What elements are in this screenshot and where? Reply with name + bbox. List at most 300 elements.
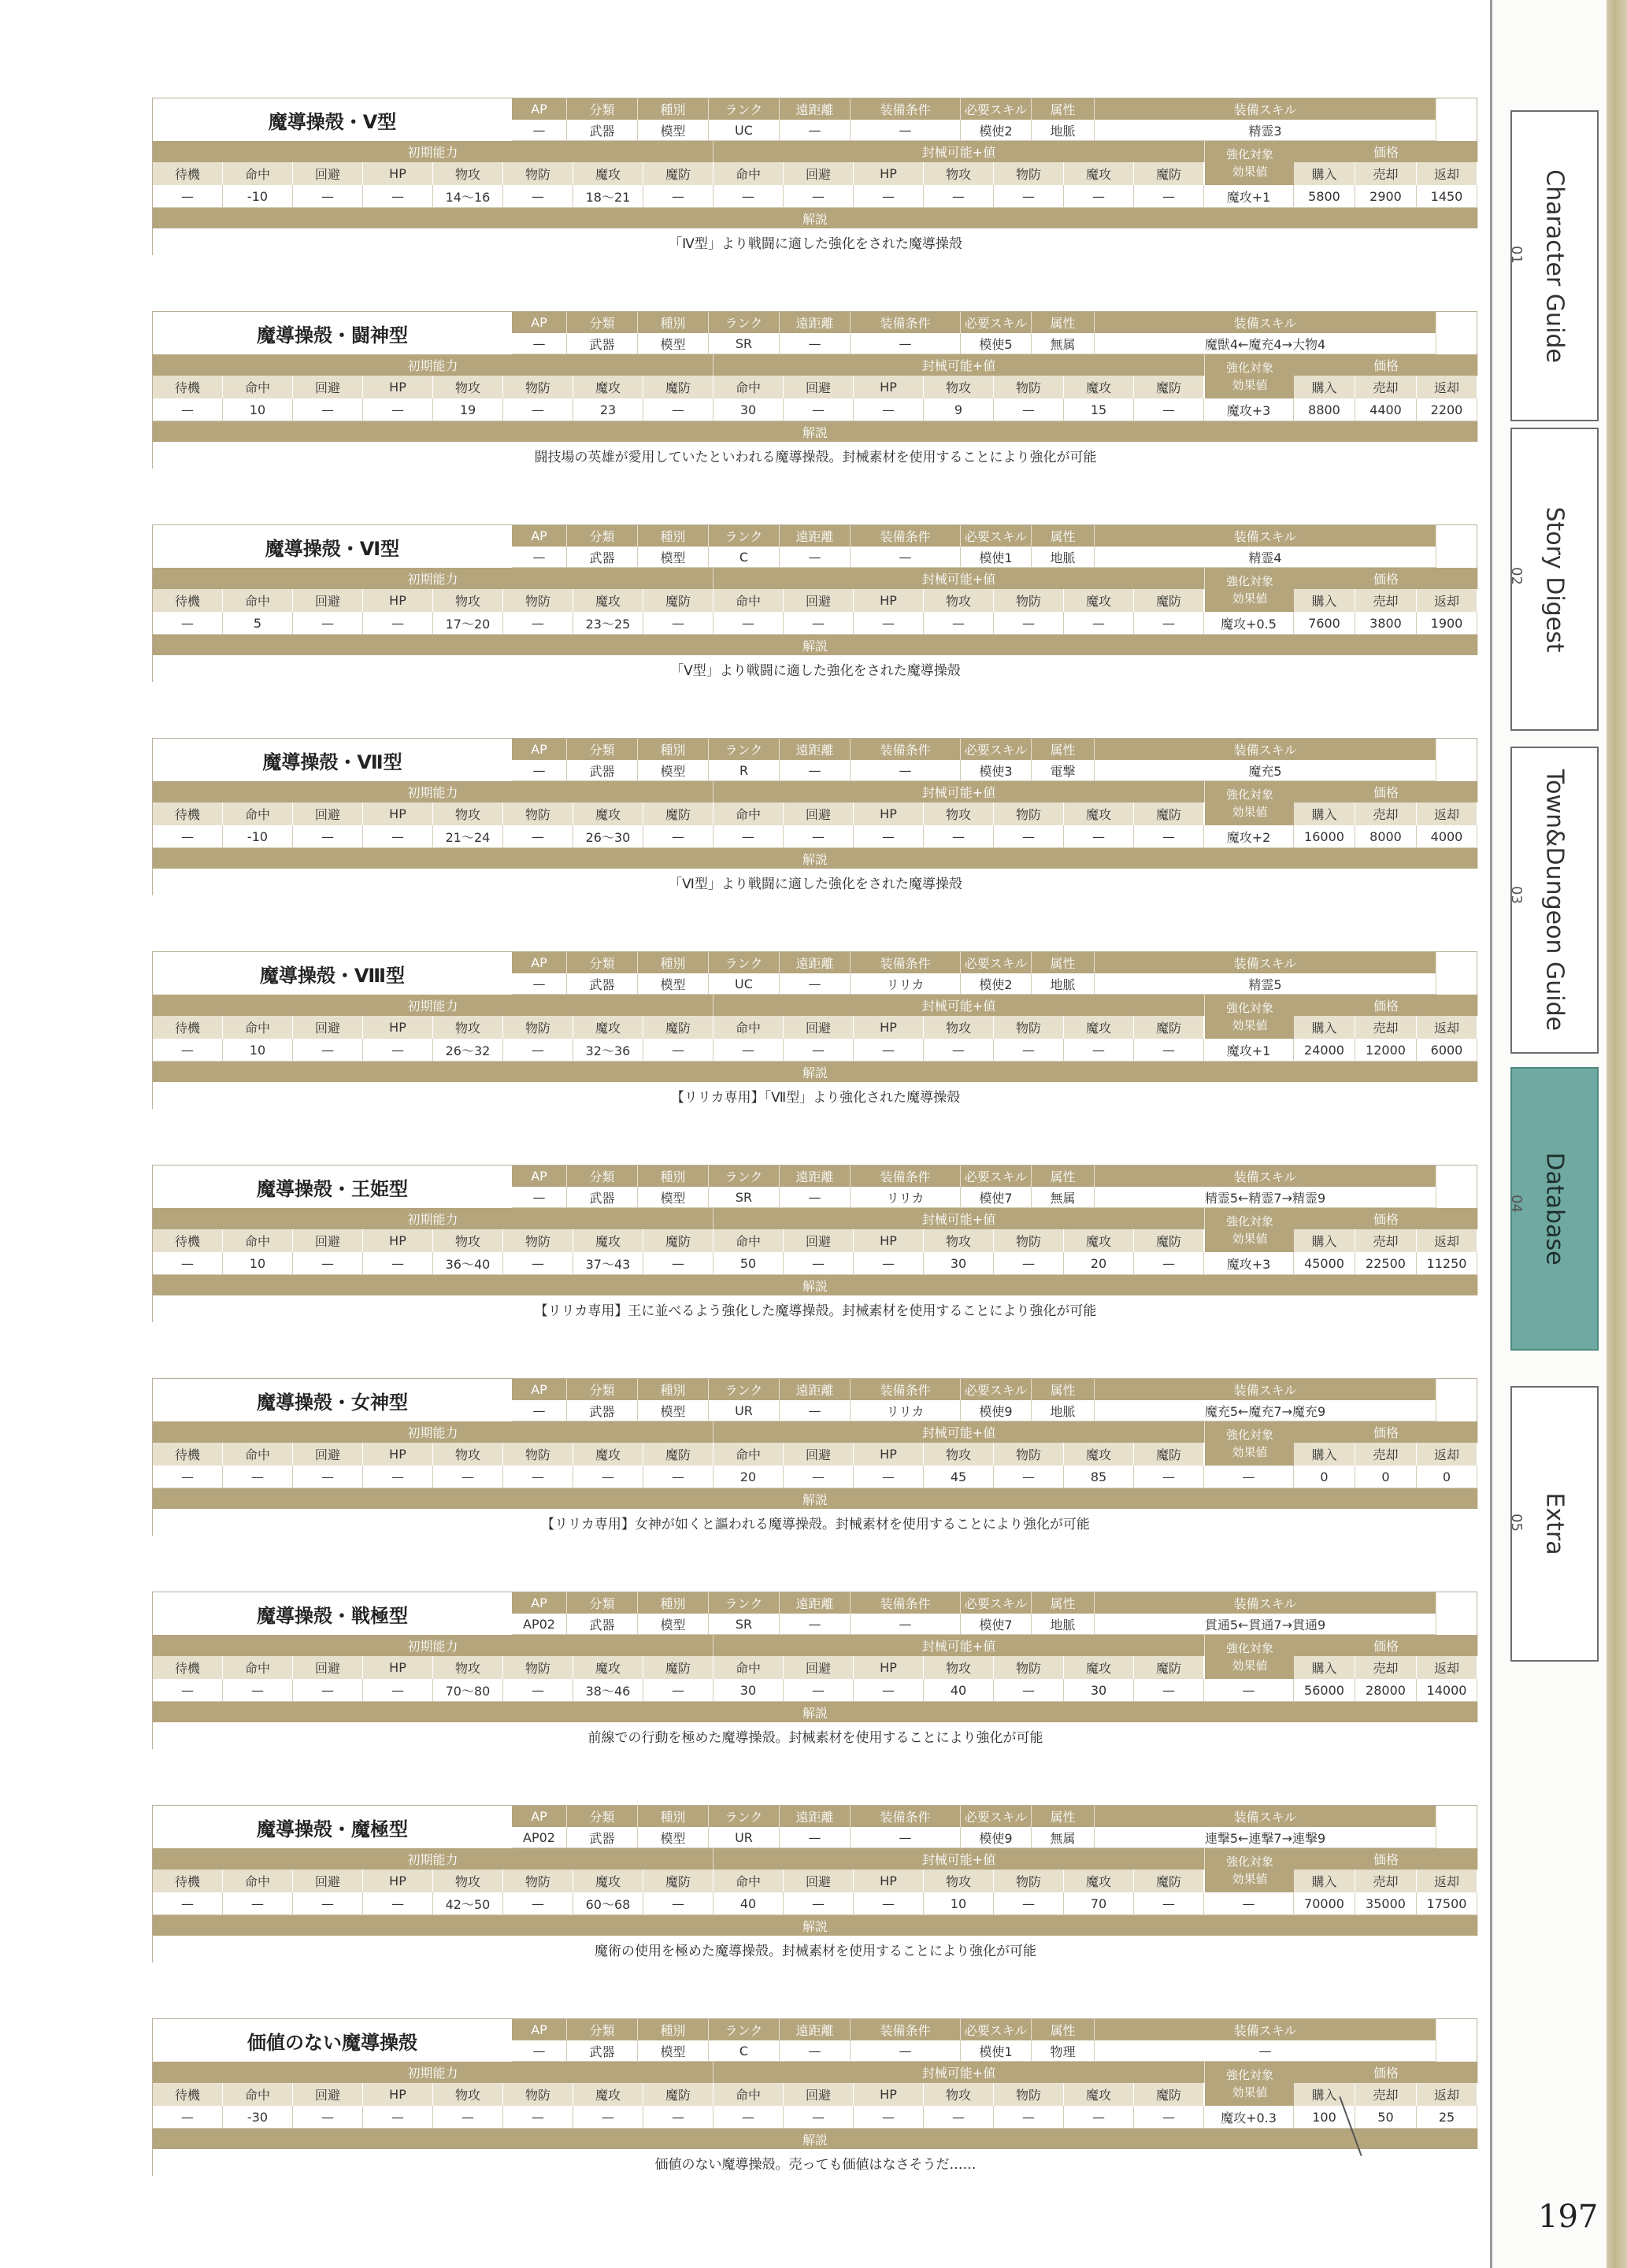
- tab-label: Character Guide: [1540, 169, 1569, 363]
- stat-label: 待機: [153, 802, 223, 825]
- info-value: —: [780, 1400, 851, 1421]
- stat-label: 回避: [293, 1870, 363, 1892]
- stat-label: 物攻: [924, 2083, 994, 2106]
- info-value: —: [780, 1614, 851, 1635]
- price-value: 35000: [1355, 1892, 1417, 1915]
- info-value: 模使1: [961, 2040, 1032, 2062]
- table-row: [153, 1679, 1477, 1702]
- column-header: 分類: [567, 739, 638, 760]
- column-header: 遠距離: [780, 1806, 851, 1827]
- section-header-initial: 初期能力: [153, 141, 713, 162]
- column-header: 必要スキル: [961, 952, 1032, 973]
- stat-label: 魔防: [643, 1870, 713, 1892]
- stat-label: 物防: [503, 1656, 573, 1679]
- stat-label: 回避: [784, 1443, 854, 1466]
- stat-value: 10: [223, 1039, 293, 1062]
- column-header: 装備スキル: [1095, 312, 1436, 333]
- stat-label: 回避: [293, 802, 363, 825]
- column-header: ランク: [709, 525, 780, 547]
- price-header: 価格: [1295, 1848, 1478, 1870]
- column-header: AP: [512, 739, 567, 760]
- info-value: 地脈: [1032, 1614, 1095, 1635]
- stat-label: 物攻: [924, 1229, 994, 1252]
- stat-value: —: [363, 398, 433, 421]
- stat-label: 待機: [153, 589, 223, 612]
- info-value: 武器: [567, 2040, 638, 2062]
- stat-value: 20: [1064, 1252, 1134, 1275]
- price-label: 返却: [1417, 1443, 1477, 1466]
- stat-label: 回避: [784, 1016, 854, 1039]
- table-row: [153, 442, 1478, 469]
- price-value: 14000: [1417, 1679, 1477, 1702]
- price-label: 返却: [1417, 1656, 1477, 1679]
- column-header: 分類: [567, 2019, 638, 2040]
- info-value: SR: [709, 1187, 780, 1208]
- stat-label: 回避: [293, 1656, 363, 1679]
- info-value: UC: [709, 120, 780, 141]
- price-value: 1900: [1417, 612, 1477, 635]
- item-name: 魔導操殻・闘神型: [153, 312, 513, 354]
- stat-label: 物攻: [433, 2083, 503, 2106]
- info-value: 魔獣4←魔充4→大物4: [1095, 333, 1436, 354]
- enhance-spacer: [1204, 1656, 1294, 1679]
- price-value: 17500: [1417, 1892, 1477, 1915]
- tab-database[interactable]: [1510, 1067, 1599, 1351]
- stat-value: —: [363, 185, 433, 208]
- column-header: 属性: [1032, 312, 1095, 333]
- stat-label: 命中: [713, 1656, 784, 1679]
- stat-value: 26～30: [573, 825, 643, 848]
- info-value: 武器: [567, 1187, 638, 1208]
- item-name: 魔導操殻・Ⅶ型: [153, 739, 513, 781]
- enhance-value: 魔攻+0.5: [1204, 612, 1294, 635]
- table-row: [153, 1635, 1205, 1656]
- info-value: —: [512, 1187, 567, 1208]
- stat-label: 物防: [994, 589, 1064, 612]
- stat-value: —: [784, 1892, 854, 1915]
- price-label: 購入: [1294, 162, 1355, 185]
- column-header: ランク: [709, 1166, 780, 1187]
- stat-label: HP: [363, 1229, 433, 1252]
- stat-label: 物攻: [433, 1656, 503, 1679]
- effect-label: 効果値: [1232, 2085, 1268, 2099]
- info-value: —: [780, 973, 851, 995]
- stat-value: —: [433, 2106, 503, 2129]
- column-header: ランク: [709, 2019, 780, 2040]
- enhance-label: 強化対象: [1225, 1001, 1273, 1015]
- stat-value: —: [994, 612, 1064, 635]
- table-row: [153, 1039, 1477, 1062]
- stat-value: —: [293, 398, 363, 421]
- price-value: 4400: [1355, 398, 1417, 421]
- stat-value: —: [854, 185, 924, 208]
- enhance-spacer: [1204, 802, 1294, 825]
- table-row: [512, 1379, 1436, 1400]
- enhance-value: —: [1204, 1466, 1294, 1488]
- stat-label: 魔防: [1134, 1229, 1204, 1252]
- stat-value: 30: [924, 1252, 994, 1275]
- stat-label: HP: [854, 1016, 924, 1039]
- stat-value: —: [223, 1892, 293, 1915]
- stat-label: 魔防: [643, 376, 713, 398]
- info-value: 模使3: [961, 760, 1032, 781]
- stat-value: —: [1134, 1892, 1204, 1915]
- enhance-spacer: [1204, 2083, 1294, 2106]
- stat-label: 命中: [223, 376, 293, 398]
- table-row: [153, 228, 1478, 256]
- stat-value: —: [363, 1466, 433, 1488]
- stat-label: 命中: [713, 1016, 784, 1039]
- price-label: 購入: [1294, 1656, 1355, 1679]
- stat-value: 23: [573, 398, 643, 421]
- info-value: R: [709, 760, 780, 781]
- enhance-spacer: [1204, 376, 1294, 398]
- info-value: 模型: [638, 1187, 709, 1208]
- info-value: —: [512, 760, 567, 781]
- table-row: [153, 1443, 1477, 1466]
- stat-label: 命中: [713, 376, 784, 398]
- table-row: [153, 781, 1205, 802]
- info-value: 精霊5: [1095, 973, 1436, 995]
- note-header: 解説: [153, 421, 1478, 442]
- note-header: 解説: [153, 1275, 1478, 1295]
- info-value: 模使2: [961, 973, 1032, 995]
- table-row: [153, 1936, 1478, 1963]
- stat-value: —: [713, 1039, 784, 1062]
- enhance-label: 強化対象: [1225, 147, 1273, 161]
- column-header: 分類: [567, 1592, 638, 1614]
- info-value: —: [1095, 2040, 1436, 2062]
- info-value: 無属: [1032, 1827, 1095, 1848]
- column-header: 装備条件: [851, 312, 961, 333]
- stat-label: 魔防: [1134, 589, 1204, 612]
- table-row: [153, 995, 1205, 1016]
- enhance-value: 魔攻+1: [1204, 1039, 1294, 1062]
- stat-label: 回避: [293, 2083, 363, 2106]
- column-header: AP: [512, 2019, 567, 2040]
- table-row: [512, 760, 1436, 781]
- stat-value: —: [1134, 1039, 1204, 1062]
- stat-label: 物攻: [433, 802, 503, 825]
- section-header-seal: 封械可能+値: [713, 1208, 1205, 1229]
- stat-value: —: [854, 1892, 924, 1915]
- enhance-spacer: [1204, 1016, 1294, 1039]
- enhance-label: 強化対象: [1225, 1855, 1273, 1869]
- stat-label: 待機: [153, 1870, 223, 1892]
- info-value: —: [512, 1400, 567, 1421]
- stat-value: —: [994, 825, 1064, 848]
- column-header: 装備条件: [851, 98, 961, 120]
- info-value: 模使9: [961, 1400, 1032, 1421]
- stat-value: —: [1064, 2106, 1134, 2129]
- table-row: [153, 1208, 1205, 1229]
- stat-value: —: [293, 1892, 363, 1915]
- item-description: 「Ⅴ型」より戦闘に適した強化をされた魔導操殻: [153, 655, 1478, 683]
- stat-value: —: [363, 612, 433, 635]
- price-label: 返却: [1417, 589, 1477, 612]
- column-header: 種別: [638, 312, 709, 333]
- column-header: 装備スキル: [1095, 525, 1436, 547]
- column-header: ランク: [709, 1806, 780, 1827]
- stat-label: 物攻: [924, 162, 994, 185]
- price-label: 購入: [1294, 1870, 1355, 1892]
- stat-value: —: [363, 1679, 433, 1702]
- tab-character-guide[interactable]: [1510, 110, 1599, 421]
- stat-value: —: [363, 1252, 433, 1275]
- stat-value: 15: [1064, 398, 1134, 421]
- price-value: 5800: [1294, 185, 1355, 208]
- stat-value: —: [643, 825, 713, 848]
- info-value: 無属: [1032, 333, 1095, 354]
- table-row: [512, 1400, 1436, 1421]
- info-value: 魔充5: [1095, 760, 1436, 781]
- note-header: 解説: [153, 1915, 1478, 1936]
- price-label: 売却: [1355, 162, 1417, 185]
- stat-value: —: [643, 1252, 713, 1275]
- stat-label: 魔防: [643, 162, 713, 185]
- tab-label: Town&Dungeon Guide: [1540, 769, 1569, 1032]
- column-header: 装備条件: [851, 1166, 961, 1187]
- column-header: 装備スキル: [1095, 739, 1436, 760]
- tab-number: 05: [1508, 1514, 1525, 1532]
- stat-label: HP: [854, 1870, 924, 1892]
- info-value: —: [780, 1827, 851, 1848]
- info-value: C: [709, 547, 780, 568]
- effect-label: 効果値: [1232, 378, 1268, 392]
- stat-label: HP: [363, 2083, 433, 2106]
- price-value: 0: [1417, 1466, 1477, 1488]
- enhance-label: 強化対象: [1225, 1641, 1273, 1655]
- stat-label: HP: [363, 1016, 433, 1039]
- stat-label: 回避: [293, 376, 363, 398]
- stat-label: 命中: [713, 162, 784, 185]
- stat-label: 命中: [223, 1870, 293, 1892]
- stat-value: 18～21: [573, 185, 643, 208]
- stat-label: 物防: [994, 1229, 1064, 1252]
- info-value: 無属: [1032, 1187, 1095, 1208]
- stat-value: —: [503, 1039, 573, 1062]
- table-row: [512, 312, 1436, 333]
- stat-value: —: [643, 2106, 713, 2129]
- price-label: 売却: [1355, 1229, 1417, 1252]
- section-header-seal: 封械可能+値: [713, 354, 1205, 376]
- price-label: 返却: [1417, 802, 1477, 825]
- stat-label: 命中: [713, 2083, 784, 2106]
- table-row: [512, 973, 1436, 995]
- table-row: [153, 1509, 1478, 1536]
- section-header-initial: 初期能力: [153, 1635, 713, 1656]
- info-value: —: [780, 120, 851, 141]
- stat-label: 魔防: [1134, 1870, 1204, 1892]
- info-value: 模型: [638, 1400, 709, 1421]
- tab-town-dungeon-guide[interactable]: [1510, 747, 1599, 1054]
- enhance-label: 強化対象: [1225, 1214, 1273, 1228]
- tab-extra[interactable]: [1510, 1386, 1599, 1662]
- effect-label: 効果値: [1232, 1872, 1268, 1886]
- stat-value: —: [1064, 1039, 1134, 1062]
- enhance-spacer: [1204, 1229, 1294, 1252]
- table-row: [153, 376, 1477, 398]
- tab-label: Extra: [1540, 1492, 1569, 1555]
- note-header: 解説: [153, 208, 1478, 228]
- stat-label: HP: [854, 802, 924, 825]
- table-row: [153, 354, 1205, 376]
- column-header: 分類: [567, 98, 638, 120]
- tab-story-digest[interactable]: [1510, 428, 1599, 731]
- enhance-spacer: [1204, 1443, 1294, 1466]
- stat-label: 命中: [223, 1229, 293, 1252]
- price-value: 1450: [1417, 185, 1477, 208]
- stat-label: 魔攻: [1064, 1443, 1134, 1466]
- stat-value: —: [994, 1252, 1064, 1275]
- stat-value: —: [503, 825, 573, 848]
- stat-label: 魔防: [643, 1443, 713, 1466]
- stat-label: 回避: [293, 1229, 363, 1252]
- enhance-value: 魔攻+2: [1204, 825, 1294, 848]
- info-value: 模型: [638, 1614, 709, 1635]
- info-value: 地脈: [1032, 120, 1095, 141]
- info-value: 模使9: [961, 1827, 1032, 1848]
- stat-value: —: [643, 1679, 713, 1702]
- table-row: [153, 1082, 1478, 1110]
- stat-value: 10: [223, 398, 293, 421]
- stat-label: 魔防: [643, 802, 713, 825]
- stat-value: —: [1134, 1679, 1204, 1702]
- enhance-spacer: [1204, 162, 1294, 185]
- table-row: [153, 1466, 1477, 1488]
- tab-number: 04: [1508, 1195, 1525, 1213]
- info-value: 模型: [638, 120, 709, 141]
- info-value: —: [512, 547, 567, 568]
- stat-label: 魔攻: [1064, 1870, 1134, 1892]
- column-header: AP: [512, 1379, 567, 1400]
- info-value: UR: [709, 1827, 780, 1848]
- stat-label: 物攻: [433, 1016, 503, 1039]
- info-value: 電撃: [1032, 760, 1095, 781]
- stat-label: 回避: [784, 1229, 854, 1252]
- stat-label: 魔防: [1134, 376, 1204, 398]
- column-header: 遠距離: [780, 2019, 851, 2040]
- price-label: 売却: [1355, 1016, 1417, 1039]
- column-header: AP: [512, 952, 567, 973]
- column-header: ランク: [709, 1379, 780, 1400]
- table-row: [153, 2106, 1477, 2129]
- stat-label: 物防: [994, 1016, 1064, 1039]
- note-header: 解説: [153, 635, 1478, 655]
- stat-value: —: [363, 1039, 433, 1062]
- price-label: 返却: [1417, 2083, 1477, 2106]
- column-header: 遠距離: [780, 952, 851, 973]
- section-header-seal: 封械可能+値: [713, 1635, 1205, 1656]
- section-header-initial: 初期能力: [153, 1208, 713, 1229]
- table-row: [153, 2083, 1477, 2106]
- stat-label: 待機: [153, 1443, 223, 1466]
- price-value: 0: [1294, 1466, 1355, 1488]
- equipment-entry: [152, 738, 1477, 895]
- table-row: [153, 825, 1477, 848]
- info-value: 模型: [638, 333, 709, 354]
- section-header-initial: 初期能力: [153, 2062, 713, 2083]
- equipment-list: [152, 98, 1477, 2232]
- price-label: 売却: [1355, 1443, 1417, 1466]
- stat-label: 魔攻: [1064, 1016, 1134, 1039]
- column-header: 装備スキル: [1095, 1379, 1436, 1400]
- stat-label: HP: [363, 1870, 433, 1892]
- info-value: 魔充5←魔充7→魔充9: [1095, 1400, 1436, 1421]
- stat-value: —: [1134, 1466, 1204, 1488]
- info-value: 武器: [567, 120, 638, 141]
- stat-value: —: [854, 825, 924, 848]
- stat-label: 物防: [994, 1870, 1064, 1892]
- stat-value: —: [1134, 825, 1204, 848]
- stat-label: 魔攻: [573, 1870, 643, 1892]
- stat-label: 物攻: [924, 1443, 994, 1466]
- price-label: 売却: [1355, 1656, 1417, 1679]
- table-row: [153, 1722, 1478, 1750]
- stat-value: —: [1064, 185, 1134, 208]
- column-header: 装備条件: [851, 952, 961, 973]
- stat-label: HP: [363, 1443, 433, 1466]
- info-value: —: [512, 120, 567, 141]
- stat-label: 物攻: [924, 1656, 994, 1679]
- stat-label: 待機: [153, 1656, 223, 1679]
- stat-label: 物防: [503, 589, 573, 612]
- stat-label: 物防: [994, 162, 1064, 185]
- stat-label: 魔防: [643, 1656, 713, 1679]
- stat-label: 魔攻: [1064, 1656, 1134, 1679]
- enhance-spacer: [1204, 589, 1294, 612]
- stat-value: —: [1134, 398, 1204, 421]
- table-row: [153, 1229, 1477, 1252]
- table-row: [153, 398, 1477, 421]
- stat-value: —: [854, 2106, 924, 2129]
- stat-label: 命中: [223, 1656, 293, 1679]
- stat-label: HP: [363, 162, 433, 185]
- stat-label: 魔攻: [573, 1656, 643, 1679]
- price-value: 7600: [1294, 612, 1355, 635]
- stat-value: —: [854, 1679, 924, 1702]
- table-row: [153, 848, 1478, 869]
- info-value: 模型: [638, 2040, 709, 2062]
- section-header-initial: 初期能力: [153, 995, 713, 1016]
- stat-value: —: [924, 825, 994, 848]
- stat-value: —: [293, 1252, 363, 1275]
- stat-label: 物攻: [433, 376, 503, 398]
- stat-label: HP: [854, 589, 924, 612]
- info-value: —: [851, 333, 961, 354]
- stat-value: —: [153, 1039, 223, 1062]
- price-label: 売却: [1355, 376, 1417, 398]
- price-label: 返却: [1417, 376, 1477, 398]
- stat-label: 待機: [153, 162, 223, 185]
- stat-value: —: [994, 398, 1064, 421]
- stat-label: 魔防: [643, 1016, 713, 1039]
- price-header: 価格: [1295, 1208, 1478, 1229]
- equipment-entry: [152, 524, 1477, 682]
- stat-value: —: [433, 1466, 503, 1488]
- stat-value: —: [643, 185, 713, 208]
- stat-label: 命中: [713, 1229, 784, 1252]
- info-value: —: [851, 1614, 961, 1635]
- price-value: 50: [1355, 2106, 1417, 2129]
- stat-label: 命中: [223, 589, 293, 612]
- column-header: 装備スキル: [1095, 1806, 1436, 1827]
- stat-label: 魔防: [643, 2083, 713, 2106]
- stat-label: 魔攻: [1064, 162, 1134, 185]
- column-header: 遠距離: [780, 1166, 851, 1187]
- column-header: AP: [512, 312, 567, 333]
- stat-label: 物防: [503, 162, 573, 185]
